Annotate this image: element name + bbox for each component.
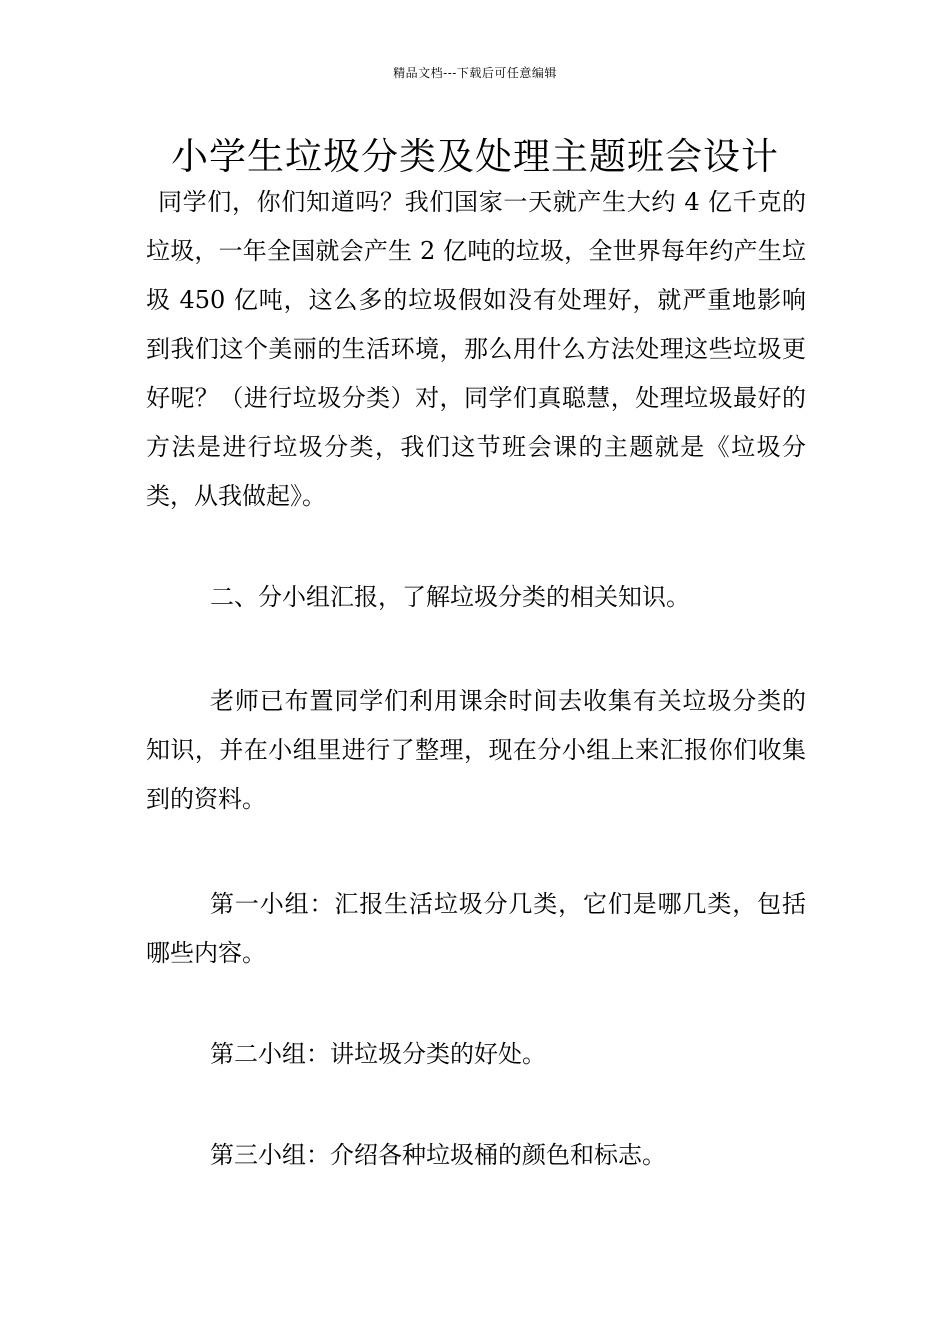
document-title: 小学生垃圾分类及处理主题班会设计: [171, 135, 779, 178]
section-heading-group-report: 二、分小组汇报，了解垃圾分类的相关知识。: [210, 583, 690, 611]
paragraph-group-three: 第三小组：介绍各种垃圾桶的颜色和标志。: [210, 1141, 666, 1169]
paragraph-group-one: 第一小组：汇报生活垃圾分几类，它们是哪几类，包括哪些内容。: [146, 890, 806, 967]
paragraph-teacher-assignment: 老师已布置同学们利用课余时间去收集有关垃圾分类的知识，并在小组里进行了整理，现在分小组上来汇报你们收集到的资料。: [146, 687, 806, 813]
paragraph-intro: 同学们，你们知道吗？我们国家一天就产生大约 4 亿千克的垃圾，一年全国就会产生 2 亿吨的垃圾，全世界每年约产生垃圾 450 亿吨，这么多的垃圾假如没有处理好，就严重地影响到我们这个美丽的生活环境，那么用什么方法处理这些垃圾更好呢？（进行垃圾分类）对，同学们真聪慧，处理垃圾最好的方法是进行垃圾分类，我们这节班会课的主题就是《垃圾分类，从我做起》。: [146, 188, 806, 510]
paragraph-group-two: 第二小组：讲垃圾分类的好处。: [210, 1040, 546, 1068]
header-note: 精品文档---下载后可任意编辑: [393, 66, 557, 80]
document-body: [146, 178, 806, 1180]
